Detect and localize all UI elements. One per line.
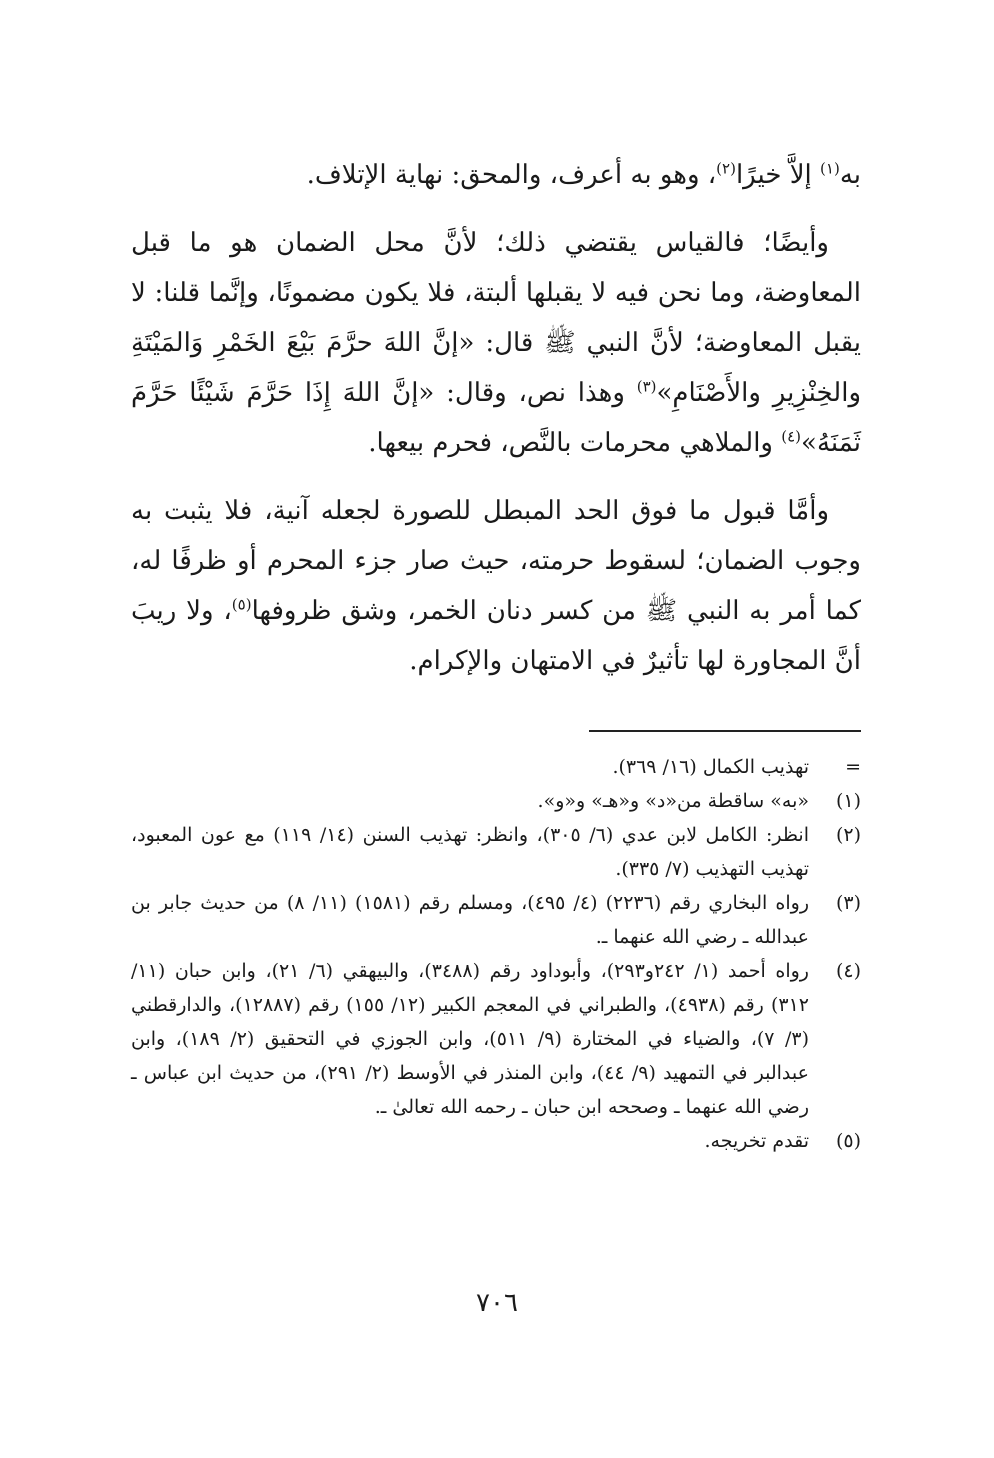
footnote-ref-1[interactable]: (١) bbox=[820, 159, 840, 178]
footnote-continued bbox=[131, 750, 861, 784]
footnote-ref-4[interactable]: (٤) bbox=[781, 427, 802, 446]
footnote-text: رواه البخاري رقم (٢٢٣٦) (٤/ ٤٩٥)، ومسلم رقم (١٥٨١) (١١/ ٨) من حديث جابر بن عبدالله ـ رضي الله عنهما ـ. bbox=[131, 892, 810, 948]
footnote-separator bbox=[589, 730, 861, 732]
page-number: ٧٠٦ bbox=[476, 1288, 518, 1318]
text-run: ، ولا ريبَ أنَّ المجاورة لها تأثيرٌ في الامتهان والإكرام. bbox=[131, 596, 861, 676]
footnote-ref-3[interactable]: (٣) bbox=[636, 377, 657, 396]
footnote-1 bbox=[131, 784, 861, 818]
footnote-number: (٢) bbox=[835, 824, 861, 846]
paragraph-2 bbox=[131, 218, 861, 468]
footnote-text: انظر: الكامل لابن عدي (٦/ ٣٠٥)، وانظر: تهذيب السنن (١٤/ ١١٩) مع عون المعبود، تهذيب التهذيب (٧/ ٣٣٥). bbox=[131, 824, 809, 880]
footnote-number: = bbox=[845, 756, 861, 778]
main-text bbox=[131, 150, 861, 686]
text-run: وأمَّا قبول ما فوق الحد المبطل للصورة لجعله آنية، فلا يثبت به وجوب الضمان؛ لسقوط حرمته، حيث صار جزء المحرم أو ظرفًا له، كما أمر به النبي ﷺ من كسر دنان الخمر، وشق ظروفها bbox=[131, 496, 861, 626]
text-run: به bbox=[839, 160, 861, 190]
footnote-text: رواه أحمد (١/ ٢٤٢و٢٩٣)، وأبوداود رقم (٣٤٨٨)، والبيهقي (٦/ ٢١)، وابن حبان (١١/ ٣١٢) رقم (٤٩٣٨)، والطبراني في المعجم الكبير (١٢/ ١٥٥) رقم (١٢٨٨٧)، والدارقطني (٣/ ٧)، والضياء في المختارة (٩/ ٥١١)، وابن الجوزي في التحقيق (٢/ ١٨٩)، وابن عبدالبر في التمهيد (٩/ ٤٤)، وابن المنذر في الأوسط (٢/ ٢٩١)، من حديث ابن عباس ـ رضي الله عنهما ـ وصححه ابن حبان ـ رحمه الله تعالىٰ ـ. bbox=[131, 960, 810, 1118]
text-run: وهذا نص، وقال: «إنَّ اللهَ إِذَا حَرَّمَ شَيْئًا حَرَّمَ ثَمَنَهُ» bbox=[131, 378, 861, 458]
footnote-ref-2[interactable]: (٢) bbox=[716, 159, 736, 178]
text-run: وأيضًا؛ فالقياس يقتضي ذلك؛ لأنَّ محل الضمان هو ما قبل المعاوضة، وما نحن فيه لا يقبلها ألبتة، فلا يكون مضمونًا، وإنَّما قلنا: لا يقبل المعاوضة؛ لأنَّ النبي ﷺ قال: «إنَّ اللهَ حرَّمَ بَيْعَ الخَمْرِ وَالمَيْتَةِ والخِنْزِيرِ والأَصْنَامِ» bbox=[131, 228, 861, 408]
footnote-number: (١) bbox=[835, 790, 861, 812]
footnote-2 bbox=[131, 818, 861, 886]
paragraph-1 bbox=[131, 150, 861, 200]
footnote-number: (٤) bbox=[835, 960, 861, 982]
footnote-text: تهذيب الكمال (١٦/ ٣٦٩). bbox=[612, 756, 809, 778]
footnote-number: (٥) bbox=[835, 1130, 861, 1152]
text-run: والملاهي محرمات بالنَّص، فحرم بيعها. bbox=[368, 428, 782, 458]
footnote-number: (٣) bbox=[835, 892, 861, 914]
footnote-ref-5[interactable]: (٥) bbox=[231, 595, 252, 614]
footnote-text: تقدم تخريجه. bbox=[704, 1130, 809, 1152]
text-run: إلاَّ خيرًا bbox=[735, 160, 821, 190]
footnote-4 bbox=[131, 954, 861, 1124]
footnote-5 bbox=[131, 1124, 861, 1158]
paragraph-3 bbox=[131, 486, 861, 686]
footnote-text: «به» ساقطة من«د» و«هـ» و«و». bbox=[537, 790, 809, 812]
footnote-3 bbox=[131, 886, 861, 954]
text-run: ، وهو به أعرف، والمحق: نهاية الإتلاف. bbox=[306, 160, 717, 190]
footnotes bbox=[131, 750, 861, 1158]
